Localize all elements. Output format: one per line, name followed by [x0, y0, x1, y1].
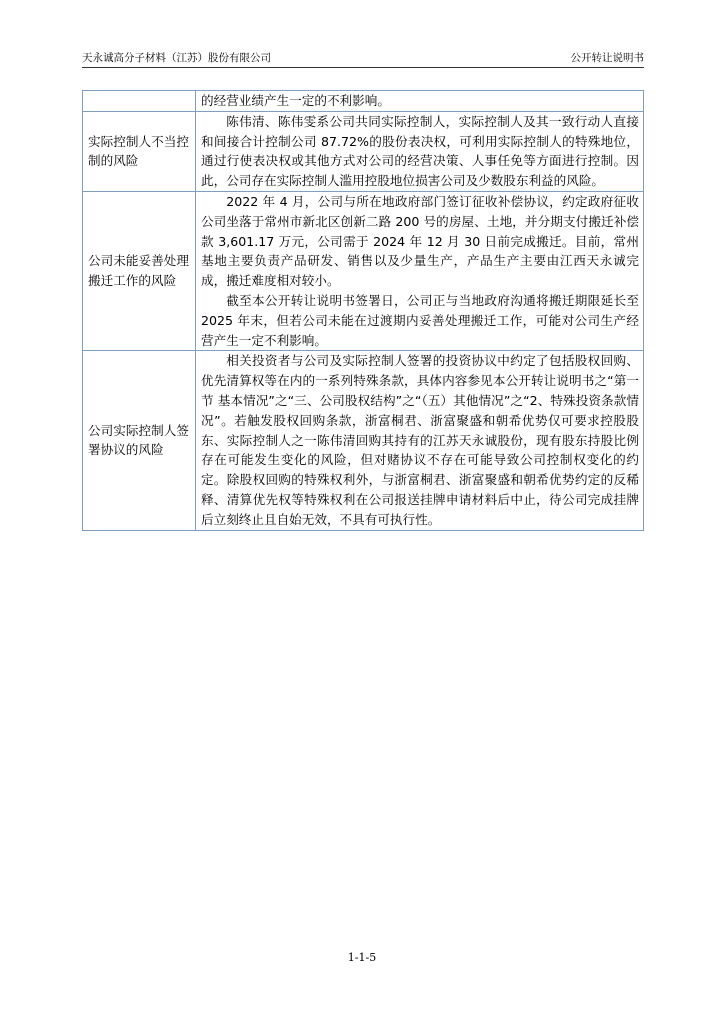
risk-description [196, 91, 644, 112]
risk-category: 公司实际控制人签署协议的风险 [83, 351, 196, 530]
risk-description-paragraph: 相关投资者与公司及实际控制人签署的投资协议中约定了包括股权回购、优先清算权等在内的一系列特殊条款，具体内容参见本公开转让说明书之“第一节 基本情况”之“三、公司股权结构”之“（五）其他情况”之“2、特殊投资条款情况”。若触发股权回购条款，浙富桐君、浙富聚盛和朝希优势仅可要求控股股东、实际控制人之一陈伟清回购其持有的江苏天永诚股份，现有股东持股比例存在可能发生变化的风险，但对赌协议不存在可能导致公司控制权变化的约定。除股权回购的特殊权利外，与浙富桐君、浙富聚盛和朝希优势约定的反稀释、清算优先权等特殊权利在公司报送挂牌申请材料后中止，待公司完成挂牌后立刻终止且自始无效，不具有可执行性。 [201, 353, 639, 527]
risk-description-paragraph: 的经营业绩产生一定的不利影响。 [201, 93, 390, 108]
table-row [83, 191, 644, 350]
risk-description [196, 111, 644, 191]
risk-description [196, 351, 644, 530]
table-row [83, 91, 644, 112]
risk-category: 实际控制人不当控制的风险 [83, 111, 196, 191]
risk-description-paragraph: 截至本公开转让说明书签署日，公司正与当地政府沟通将搬迁期限延长至 2025 年末，但若公司未能在过渡期内妥善处理搬迁工作，可能对公司生产经营产生一定不利影响。 [201, 292, 639, 348]
risk-description [196, 191, 644, 350]
risk-category [83, 91, 196, 112]
risk-description-paragraph: 陈伟清、陈伟雯系公司共同实际控制人，实际控制人及其一致行动人直接和间接合计控制公司 87.72%的股份表决权，可利用实际控制人的特殊地位，通过行使表决权或其他方式对公司的经营决策、人事任免等方面进行控制。因此，公司存在实际控制人滥用控股地位损害公司及少数股东利益的风险。 [201, 113, 639, 189]
header-document-type: 公开转让说明书 [570, 52, 644, 64]
header-divider [82, 67, 644, 68]
page-number: 1-1-5 [347, 951, 377, 964]
page-header [82, 50, 644, 66]
risk-table [82, 90, 644, 531]
header-company-name: 天永诚高分子材料（江苏）股份有限公司 [82, 52, 271, 64]
risk-category: 公司未能妥善处理搬迁工作的风险 [83, 191, 196, 350]
table-row [83, 351, 644, 530]
table-row [83, 111, 644, 191]
risk-description-paragraph: 2022 年 4 月，公司与所在地政府部门签订征收补偿协议，约定政府征收公司坐落于常州市新北区创新二路 200 号的房屋、土地，并分期支付搬迁补偿款 3,601.17 万元，公司需于 2024 年 12 月 30 日前完成搬迁。目前，常州基地主要负责产品研发、销售以及少量生产，产品生产主要由江西天永诚完成，搬迁难度相对较小。 [201, 193, 639, 289]
